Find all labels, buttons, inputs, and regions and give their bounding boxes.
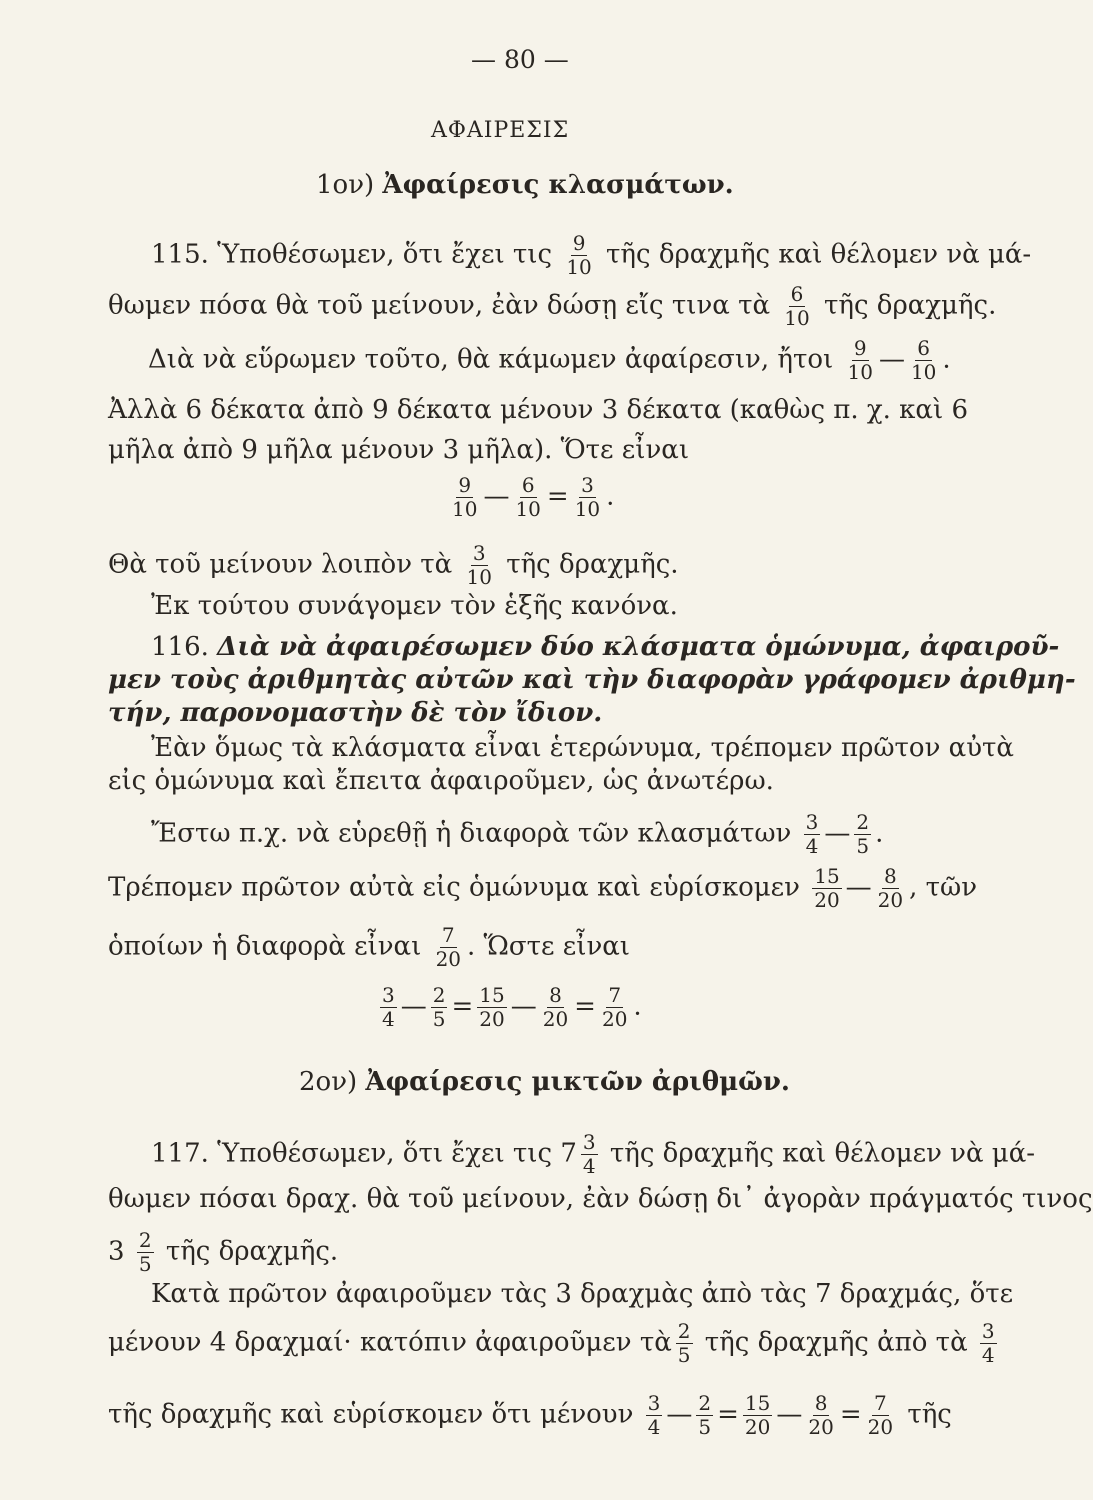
fraction: $\frac{6}{10}$ — [910, 336, 937, 384]
section-2-heading — [299, 1069, 790, 1095]
fraction: $\frac{6}{10}$ — [784, 282, 810, 330]
p117-line-5: μένουν 4 δραχμαί· κατόπιν ἀφαιροῦμεν τὰ $\frac{2}{5}$ τῆς δραχμῆς ἀπὸ τὰ $\frac{3}{4}$ — [108, 1319, 995, 1367]
p115-line-4: Ἀλλὰ 6 δέκατα ἀπὸ 9 δέκατα μένουν 3 δέκατα (καθὼς π. χ. καὶ 6 — [108, 395, 968, 425]
page-number: — 80 — — [471, 45, 569, 74]
fraction: $\frac{3}{10}$ — [466, 541, 492, 589]
p115-line-3: Διὰ νὰ εὕρωμεν τοῦτο, θὰ κάμωμεν ἀφαίρεσιν, ἤτοι $\frac{9}{10}$ — $\frac{6}{10}$ . — [148, 336, 951, 384]
p115-line-2: θωμεν πόσα θὰ τοῦ μείνουν, ἐὰν δώσῃ εἴς τινα τὰ $\frac{6}{10}$ τῆς δραχμῆς. — [108, 282, 997, 330]
p115-line-6: Θὰ τοῦ μείνουν λοιπὸν τὰ $\frac{3}{10}$ τῆς δραχμῆς. — [108, 541, 679, 589]
p115-line-1: 115. Ὑποθέσωμεν, ὅτι ἔχει τις $\frac{9}{10}$ τῆς δραχμῆς καὶ θέλομεν νὰ μά- — [151, 231, 1032, 279]
p116-rule-2: μεν τοὺς ἀριθμητὰς αὐτῶν καὶ τὴν διαφορὰν γράφομεν ἀριθμη- — [108, 665, 1076, 695]
section-1-number: 1ον) — [316, 170, 375, 200]
section-2-title: Ἀφαίρεσις μικτῶν ἀριθμῶν. — [365, 1067, 790, 1097]
chapter-title: ΑΦΑΙΡΕΣΙΣ — [431, 118, 570, 143]
p116-line-5: ὁποίων ἡ διαφορὰ εἶναι $\frac{7}{20}$ . Ὥστε εἶναι — [108, 923, 630, 971]
p117-line-6: τῆς δραχμῆς καὶ εὑρίσκομεν ὅτι μένουν $\frac{3}{4}$ — $\frac{2}{5}$ = $\frac{15}{20}$ — $\frac{8}{20}$ = $\frac{7}{20}$ τῆς — [108, 1391, 952, 1439]
fraction: $\frac{9}{10}$ — [847, 336, 873, 384]
section-1-title: Ἀφαίρεσις κλασμάτων. — [382, 170, 734, 200]
p117-line-3: 3 $\frac{2}{5}$ τῆς δραχμῆς. — [108, 1228, 339, 1276]
p115-equation: $\frac{9}{10}$ — $\frac{6}{10}$ = $\frac{3}{10}$ . — [452, 473, 615, 521]
p116-equation: $\frac{3}{4}$ — $\frac{2}{5}$ = $\frac{15}{20}$ — $\frac{8}{20}$ = $\frac{7}{20}$ . — [382, 983, 642, 1031]
p116-line-1: Ἐὰν ὅμως τὰ κλάσματα εἶναι ἑτερώνυμα, τρέπομεν πρῶτον αὐτὰ — [151, 733, 1014, 763]
section-1-heading — [316, 172, 734, 198]
p116-rule-1: 116. Διὰ νὰ ἀφαιρέσωμεν δύο κλάσματα ὁμώνυμα, ἀφαιροῦ- — [151, 632, 1060, 662]
p116-line-4: Τρέπομεν πρῶτον αὐτὰ εἰς ὁμώνυμα καὶ εὑρίσκομεν $\frac{15}{20}$ — $\frac{8}{20}$ , τῶν — [108, 864, 978, 912]
p115-line-5: μῆλα ἀπὸ 9 μῆλα μένουν 3 μῆλα). Ὅτε εἶναι — [108, 435, 690, 465]
p117-line-4: Κατὰ πρῶτον ἀφαιροῦμεν τὰς 3 δραχμὰς ἀπὸ τὰς 7 δραχμάς, ὅτε — [151, 1279, 1014, 1309]
fraction: $\frac{9}{10}$ — [566, 231, 592, 279]
p117-line-2: θωμεν πόσαι δραχ. θὰ τοῦ μείνουν, ἐὰν δώσῃ δι᾽ ἀγορὰν πράγματός τινος — [108, 1184, 1093, 1214]
p116-line-3: Ἔστω π.χ. νὰ εὑρεθῇ ἡ διαφορὰ τῶν κλασμάτων $\frac{3}{4}$ — $\frac{2}{5}$ . — [151, 810, 884, 858]
p115-line-7: Ἐκ τούτου συνάγομεν τὸν ἑξῆς κανόνα. — [151, 591, 678, 621]
section-2-number: 2ον) — [299, 1067, 358, 1097]
p116-rule-3: τήν, παρονομαστὴν δὲ τὸν ἴδιον. — [108, 698, 603, 728]
p116-line-2: εἰς ὁμώνυμα καὶ ἔπειτα ἀφαιροῦμεν, ὡς ἀνωτέρω. — [108, 766, 774, 796]
p117-line-1: 117. Ὑποθέσωμεν, ὅτι ἔχει τις 7 $\frac{3}{4}$ τῆς δραχμῆς καὶ θέλομεν νὰ μά- — [151, 1130, 1036, 1178]
